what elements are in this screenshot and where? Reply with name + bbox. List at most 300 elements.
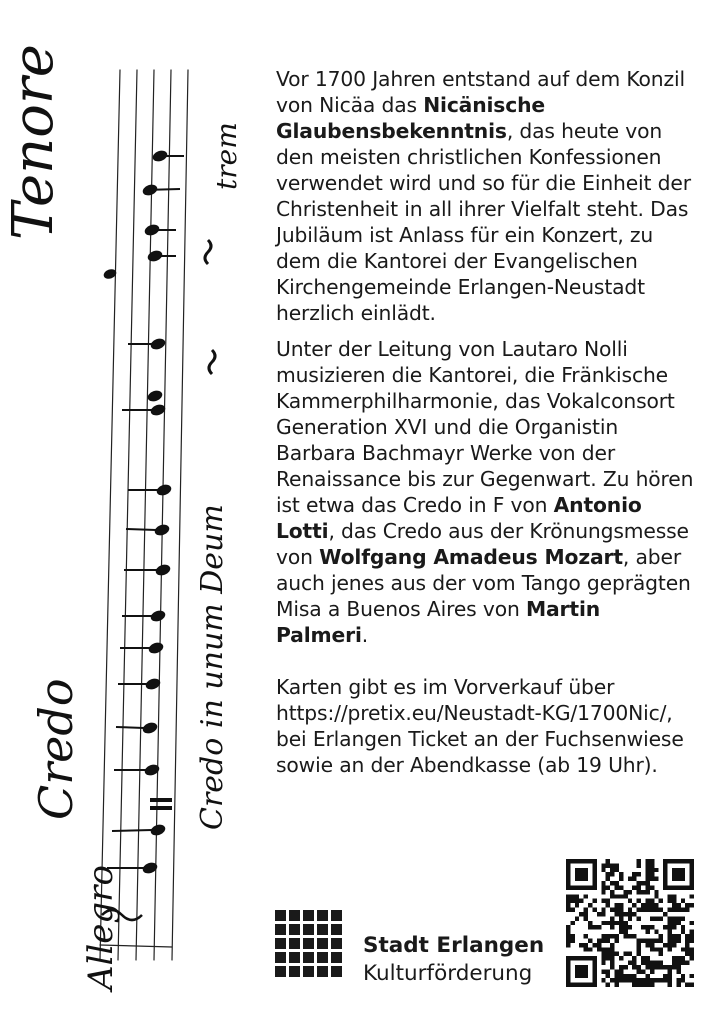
qr-finder xyxy=(663,885,694,889)
qr-module xyxy=(650,916,654,920)
qr-module xyxy=(615,978,619,982)
qr-module xyxy=(610,961,614,965)
qr-module xyxy=(676,921,680,925)
qr-module xyxy=(676,956,680,960)
logo-square xyxy=(317,910,328,921)
logo-square xyxy=(289,966,300,977)
qr-module xyxy=(650,965,654,969)
logo-square xyxy=(331,938,342,949)
qr-module xyxy=(601,881,605,885)
qr-module xyxy=(575,903,579,907)
qr-module xyxy=(672,938,676,942)
qr-module xyxy=(610,908,614,912)
logo-grid-icon xyxy=(275,910,345,980)
qr-module xyxy=(637,965,641,969)
qr-module xyxy=(628,908,632,912)
qr-module xyxy=(610,881,614,885)
qr-module xyxy=(592,908,596,912)
qr-module xyxy=(632,965,636,969)
qr-module xyxy=(632,912,636,916)
qr-module xyxy=(641,938,645,942)
qr-module xyxy=(615,974,619,978)
qr-module xyxy=(584,894,588,898)
qr-module xyxy=(601,961,605,965)
qr-finder xyxy=(566,956,570,987)
qr-module xyxy=(619,903,623,907)
text-run: Unter der Leitung von Lautaro Nolli musizieren die Kantorei, die Fränkische Kammerphilharmonie, das Vokalconsort Generation XVI und die Organistin Barbara Bachmayr Werke von der Renaissance bis zur Gegenwart. Zu hören ist etwa das Credo in F von xyxy=(276,337,694,517)
qr-module xyxy=(672,916,676,920)
qr-module xyxy=(615,938,619,942)
qr-module xyxy=(659,899,663,903)
qr-module xyxy=(637,938,641,942)
qr-module xyxy=(619,978,623,982)
logo-square xyxy=(289,938,300,949)
qr-module xyxy=(597,925,601,929)
qr-module xyxy=(681,978,685,982)
qr-module xyxy=(566,903,570,907)
qr-module xyxy=(619,885,623,889)
qr-module xyxy=(645,956,649,960)
qr-module xyxy=(592,925,596,929)
qr-module xyxy=(690,956,694,960)
qr-module xyxy=(685,947,689,951)
qr-module xyxy=(623,965,627,969)
qr-module xyxy=(668,969,672,973)
qr-module xyxy=(650,943,654,947)
logo-line-department: Kulturförderung xyxy=(363,961,533,986)
qr-module xyxy=(637,885,641,889)
qr-module xyxy=(632,934,636,938)
qr-finder xyxy=(663,859,694,863)
qr-module xyxy=(668,974,672,978)
qr-module xyxy=(615,969,619,973)
qr-module xyxy=(645,863,649,867)
qr-module xyxy=(650,969,654,973)
qr-module xyxy=(641,903,645,907)
qr-module xyxy=(606,899,610,903)
qr-module xyxy=(685,943,689,947)
qr-module xyxy=(668,894,672,898)
qr-module xyxy=(668,983,672,987)
qr-module xyxy=(601,952,605,956)
qr-module xyxy=(601,947,605,951)
qr-module xyxy=(681,961,685,965)
qr-module xyxy=(632,961,636,965)
qr-module xyxy=(676,934,680,938)
lyrics-top-label: trem xyxy=(210,122,243,190)
qr-module xyxy=(623,978,627,982)
qr-module xyxy=(645,930,649,934)
qr-module xyxy=(681,908,685,912)
qr-module xyxy=(623,974,627,978)
qr-finder xyxy=(575,965,588,978)
qr-module xyxy=(663,974,667,978)
qr-module xyxy=(584,912,588,916)
qr-module xyxy=(676,965,680,969)
qr-module xyxy=(610,868,614,872)
qr-module xyxy=(588,921,592,925)
qr-module xyxy=(584,934,588,938)
qr-module xyxy=(676,961,680,965)
qr-module xyxy=(601,956,605,960)
qr-module xyxy=(606,934,610,938)
qr-finder xyxy=(575,868,588,881)
qr-module xyxy=(601,899,605,903)
voice-label: Tenore xyxy=(1,44,66,240)
qr-module xyxy=(654,930,658,934)
qr-module xyxy=(676,969,680,973)
qr-module xyxy=(584,908,588,912)
qr-module xyxy=(668,934,672,938)
qr-module xyxy=(619,969,623,973)
qr-module xyxy=(668,943,672,947)
qr-module xyxy=(615,868,619,872)
qr-module xyxy=(628,974,632,978)
qr-module xyxy=(610,965,614,969)
qr-module xyxy=(637,952,641,956)
qr-module xyxy=(632,903,636,907)
bold-text: Antonio Lotti xyxy=(276,493,642,543)
qr-module xyxy=(566,925,570,929)
logo-square xyxy=(317,924,328,935)
logo-square xyxy=(303,952,314,963)
qr-module xyxy=(579,943,583,947)
qr-module xyxy=(641,908,645,912)
qr-module xyxy=(654,916,658,920)
qr-module xyxy=(650,877,654,881)
qr-module xyxy=(659,947,663,951)
qr-finder xyxy=(566,885,597,889)
qr-module xyxy=(641,983,645,987)
qr-module xyxy=(597,947,601,951)
qr-module xyxy=(645,943,649,947)
qr-module xyxy=(628,912,632,916)
qr-module xyxy=(623,930,627,934)
qr-module xyxy=(619,956,623,960)
qr-module xyxy=(668,908,672,912)
qr-module xyxy=(668,978,672,982)
qr-module xyxy=(672,961,676,965)
qr-module xyxy=(654,868,658,872)
qr-module xyxy=(615,885,619,889)
qr-module xyxy=(659,965,663,969)
paragraph-intro xyxy=(276,66,696,326)
qr-module xyxy=(610,894,614,898)
city-logo xyxy=(275,910,565,992)
qr-module xyxy=(575,916,579,920)
qr-module xyxy=(588,938,592,942)
qr-module xyxy=(641,925,645,929)
qr-module xyxy=(637,983,641,987)
qr-module xyxy=(668,938,672,942)
logo-square xyxy=(331,924,342,935)
qr-module xyxy=(601,921,605,925)
lyrics-label: Credo in unum Deum xyxy=(195,504,230,830)
logo-square xyxy=(289,924,300,935)
qr-module xyxy=(606,956,610,960)
qr-module xyxy=(637,908,641,912)
logo-line-city: Stadt Erlangen xyxy=(363,933,545,958)
qr-module xyxy=(672,943,676,947)
qr-module xyxy=(650,885,654,889)
qr-module xyxy=(681,974,685,978)
qr-module xyxy=(610,916,614,920)
qr-module xyxy=(641,956,645,960)
qr-module xyxy=(641,978,645,982)
logo-square xyxy=(289,952,300,963)
qr-module xyxy=(650,925,654,929)
qr-module xyxy=(601,969,605,973)
bold-text: Wolfgang Amadeus Mozart xyxy=(319,545,623,569)
qr-module xyxy=(597,912,601,916)
qr-finder xyxy=(566,859,570,890)
logo-square xyxy=(317,938,328,949)
qr-module xyxy=(637,859,641,863)
description-text xyxy=(276,66,696,788)
qr-module xyxy=(676,908,680,912)
qr-module xyxy=(601,868,605,872)
qr-module xyxy=(650,872,654,876)
qr-module xyxy=(628,899,632,903)
qr-module xyxy=(690,938,694,942)
qr-module xyxy=(637,872,641,876)
qr-module xyxy=(606,877,610,881)
qr-module xyxy=(606,938,610,942)
qr-module xyxy=(645,903,649,907)
qr-module xyxy=(610,925,614,929)
logo-square xyxy=(303,910,314,921)
qr-module xyxy=(623,894,627,898)
qr-module xyxy=(641,969,645,973)
qr-module xyxy=(672,908,676,912)
qr-module xyxy=(566,894,570,898)
qr-module xyxy=(690,894,694,898)
qr-module xyxy=(668,947,672,951)
qr-module xyxy=(645,872,649,876)
qr-module xyxy=(637,916,641,920)
qr-module xyxy=(659,952,663,956)
qr-module xyxy=(606,885,610,889)
qr-module xyxy=(672,965,676,969)
qr-module xyxy=(637,978,641,982)
qr-module xyxy=(663,912,667,916)
logo-square xyxy=(275,910,286,921)
qr-module xyxy=(610,872,614,876)
qr-module xyxy=(668,925,672,929)
text-run: Karten gibt es im Vorverkauf über https://pretix.eu/Neustadt-KG/1700Nic/, bei Erlangen Ticket an der Fuchsenwiese sowie an der Abendkasse (ab 19 Uhr). xyxy=(276,675,684,777)
qr-module xyxy=(597,938,601,942)
qr-module xyxy=(570,908,574,912)
qr-module xyxy=(654,903,658,907)
qr-module xyxy=(615,934,619,938)
qr-module xyxy=(615,903,619,907)
qr-module xyxy=(606,903,610,907)
qr-finder xyxy=(566,983,597,987)
qr-module xyxy=(566,930,570,934)
bold-text: Nicänische Glaubensbekenntnis xyxy=(276,93,545,143)
qr-module xyxy=(668,921,672,925)
qr-module xyxy=(566,943,570,947)
qr-module xyxy=(685,938,689,942)
qr-module xyxy=(690,934,694,938)
logo-square xyxy=(331,910,342,921)
qr-module xyxy=(663,978,667,982)
qr-module xyxy=(676,983,680,987)
qr-module xyxy=(570,894,574,898)
qr-module xyxy=(619,908,623,912)
qr-module xyxy=(623,921,627,925)
qr-module xyxy=(592,943,596,947)
qr-module xyxy=(601,863,605,867)
qr-module xyxy=(659,934,663,938)
qr-module xyxy=(632,877,636,881)
qr-module xyxy=(619,894,623,898)
qr-module xyxy=(615,894,619,898)
qr-module xyxy=(654,890,658,894)
qr-module xyxy=(659,961,663,965)
logo-square xyxy=(317,952,328,963)
logo-square xyxy=(303,938,314,949)
qr-module xyxy=(650,938,654,942)
qr-module xyxy=(637,943,641,947)
qr-module xyxy=(672,903,676,907)
qr-module xyxy=(659,938,663,942)
qr-module xyxy=(650,863,654,867)
text-run: Vor 1700 Jahren entstand auf dem Konzil von Nicäa das xyxy=(276,67,685,117)
qr-module xyxy=(645,965,649,969)
qr-code[interactable] xyxy=(566,859,694,987)
qr-module xyxy=(676,978,680,982)
qr-module xyxy=(659,978,663,982)
qr-module xyxy=(654,908,658,912)
qr-module xyxy=(668,916,672,920)
qr-module xyxy=(619,872,623,876)
qr-module xyxy=(566,908,570,912)
qr-module xyxy=(610,890,614,894)
qr-module xyxy=(570,899,574,903)
qr-module xyxy=(650,868,654,872)
text-run: . xyxy=(361,623,369,647)
qr-module xyxy=(628,925,632,929)
qr-module xyxy=(606,983,610,987)
qr-module xyxy=(606,974,610,978)
qr-module xyxy=(632,885,636,889)
qr-module xyxy=(610,934,614,938)
logo-square xyxy=(317,966,328,977)
qr-module xyxy=(654,978,658,982)
qr-module xyxy=(588,925,592,929)
qr-module xyxy=(641,881,645,885)
qr-module xyxy=(650,978,654,982)
qr-module xyxy=(637,969,641,973)
qr-module xyxy=(615,863,619,867)
qr-module xyxy=(632,872,636,876)
qr-module xyxy=(584,947,588,951)
qr-module xyxy=(681,947,685,951)
qr-module xyxy=(690,952,694,956)
qr-module xyxy=(628,890,632,894)
text-run: , das heute von den meisten christlichen Konfessionen verwendet wird und so für die Einheit der Christenheit in all ihrer Vielfalt steht. Das Jubiläum ist Anlass für ein Konzert, zu dem die Kantorei der Evangelischen Kirchengemeinde Erlangen-Neustadt herzlich einlädt. xyxy=(276,119,691,325)
qr-module xyxy=(632,974,636,978)
qr-module xyxy=(645,885,649,889)
qr-module xyxy=(615,881,619,885)
qr-module xyxy=(645,859,649,863)
qr-module xyxy=(610,956,614,960)
qr-module xyxy=(632,956,636,960)
qr-module xyxy=(659,916,663,920)
qr-module xyxy=(601,912,605,916)
qr-module xyxy=(681,930,685,934)
qr-module xyxy=(690,903,694,907)
qr-module xyxy=(654,965,658,969)
qr-module xyxy=(641,890,645,894)
qr-module xyxy=(623,890,627,894)
qr-module xyxy=(623,952,627,956)
qr-module xyxy=(584,916,588,920)
logo-square xyxy=(289,910,300,921)
logo-square xyxy=(331,966,342,977)
qr-module xyxy=(579,899,583,903)
qr-module xyxy=(685,934,689,938)
qr-module xyxy=(681,925,685,929)
qr-module xyxy=(654,877,658,881)
qr-module xyxy=(637,890,641,894)
qr-module xyxy=(663,925,667,929)
qr-finder xyxy=(672,868,685,881)
qr-module xyxy=(601,978,605,982)
qr-module xyxy=(645,961,649,965)
qr-module xyxy=(672,921,676,925)
qr-module xyxy=(685,961,689,965)
logo-square xyxy=(303,924,314,935)
movement-label: Credo xyxy=(29,678,83,820)
qr-module xyxy=(619,974,623,978)
qr-module xyxy=(690,930,694,934)
qr-module xyxy=(650,859,654,863)
qr-module xyxy=(570,938,574,942)
qr-module xyxy=(685,908,689,912)
qr-module xyxy=(619,930,623,934)
logo-square xyxy=(331,952,342,963)
qr-module xyxy=(637,863,641,867)
paragraph-program xyxy=(276,336,696,648)
qr-module xyxy=(654,947,658,951)
qr-module xyxy=(628,952,632,956)
qr-module xyxy=(681,916,685,920)
qr-module xyxy=(650,908,654,912)
qr-module xyxy=(668,899,672,903)
qr-module xyxy=(645,908,649,912)
qr-module xyxy=(566,938,570,942)
qr-module xyxy=(681,899,685,903)
qr-module xyxy=(650,947,654,951)
logo-text xyxy=(363,932,544,988)
qr-module xyxy=(606,863,610,867)
logo-square xyxy=(275,924,286,935)
qr-module xyxy=(570,921,574,925)
qr-finder xyxy=(663,859,667,890)
qr-module xyxy=(685,903,689,907)
qr-module xyxy=(615,908,619,912)
qr-module xyxy=(619,912,623,916)
qr-module xyxy=(645,877,649,881)
qr-module xyxy=(632,978,636,982)
qr-module xyxy=(610,978,614,982)
qr-module xyxy=(628,978,632,982)
text-run: , das Credo aus der Krönungsmesse von xyxy=(276,519,689,569)
qr-module xyxy=(654,894,658,898)
qr-module xyxy=(592,899,596,903)
